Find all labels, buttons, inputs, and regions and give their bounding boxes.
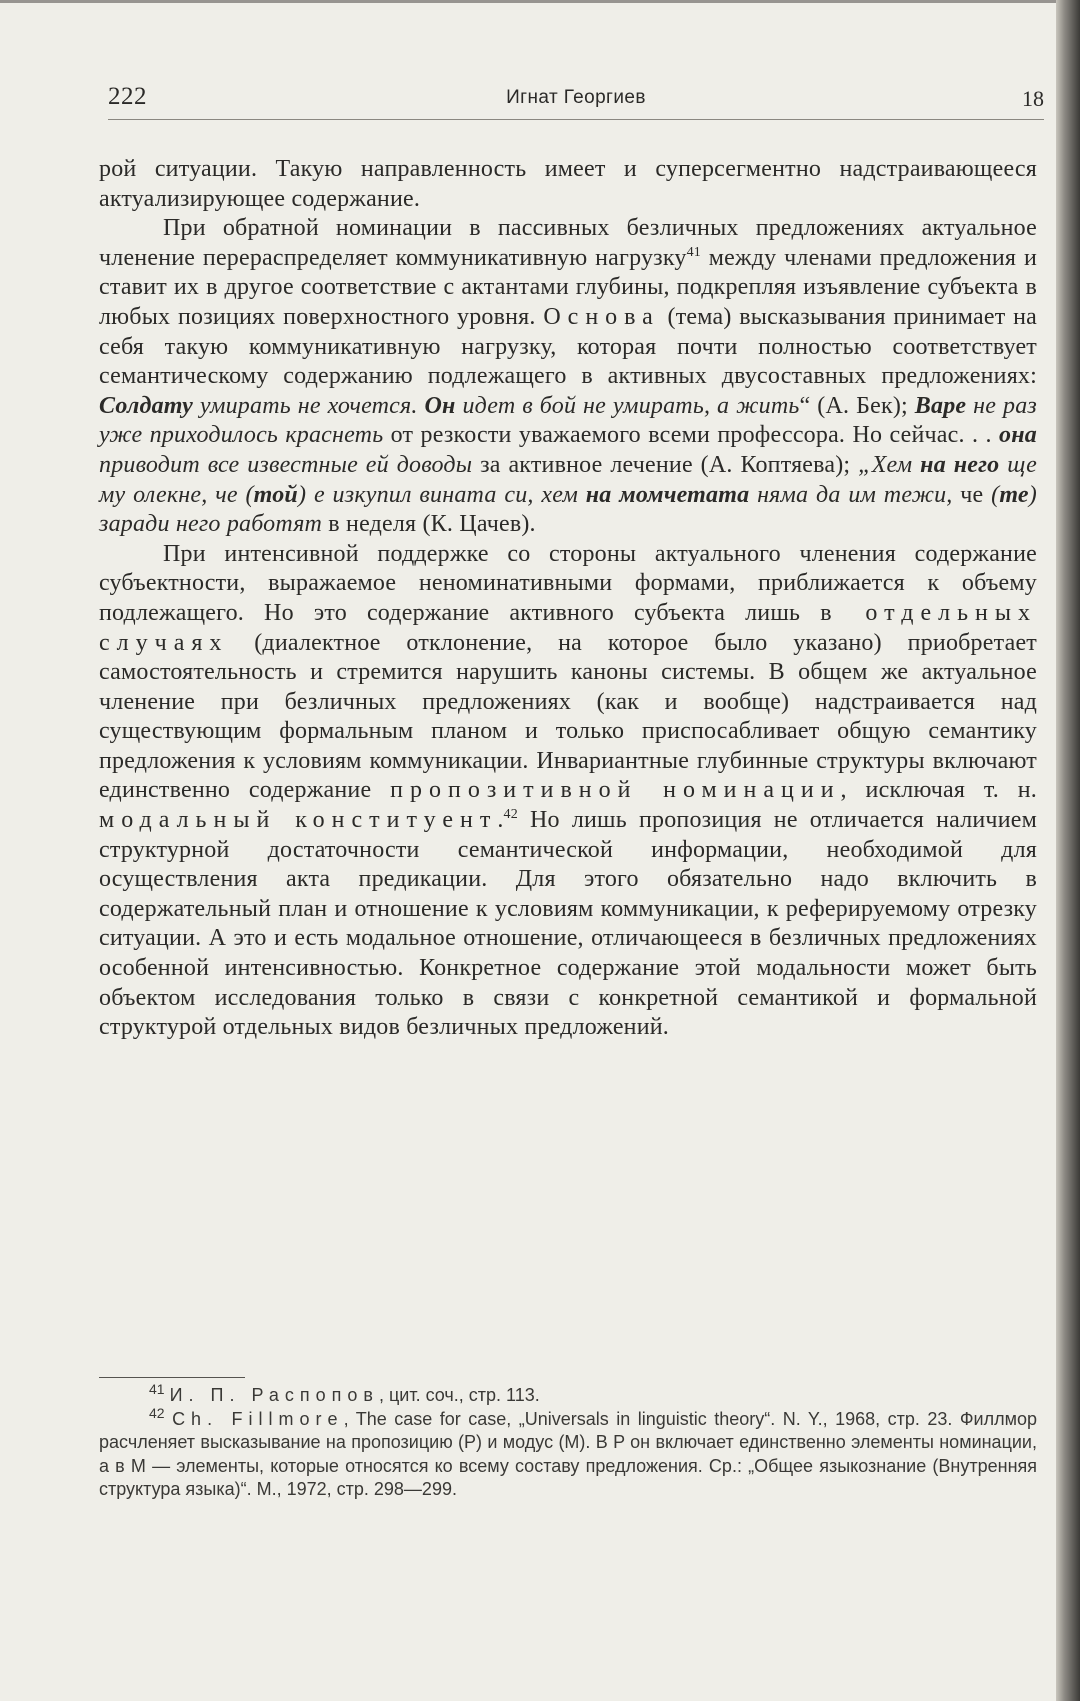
book-binding-edge (1056, 0, 1080, 1701)
footnote-text: , цит. соч., стр. 113. (378, 1385, 540, 1405)
example-text: ) е изкупил вината си, хем (297, 481, 586, 508)
example-subject: на момчетата (585, 481, 750, 508)
example-text: „Хем (858, 451, 921, 478)
spaced-term: Основа (543, 303, 660, 330)
spaced-term: модальный конституент (99, 807, 498, 834)
paragraph-text: рой ситуации. Такую направленность имеет и суперсегментно надстраивающееся актуализирующее содержание. (99, 156, 1037, 212)
example-subject: те (999, 481, 1029, 508)
paragraph-text: от резкости уважаемого всеми профессора. Но сейчас. . . (383, 422, 1000, 449)
spaced-term: пропозитивной номинации (390, 777, 841, 804)
main-text (99, 155, 1037, 1043)
paragraph-text: (диалектное отклонение, на которое было указано) приобретает самостоятельность и стремится нарушить каноны системы. В общем же актуальное членение при безличных предложениях (как и вообще) надстраивается над существующим формальным планом и только приспосабливает общую семантику предложения к условиям коммуникации. Инвариантные глубинные структуры включают единственно содержание (99, 629, 1037, 804)
footnote-separator (99, 1377, 245, 1378)
paragraph-text: При обратной номинации в пассивных безличных предложениях актуальное членение перераспределяет коммуникативную нагрузку (99, 215, 1037, 271)
footnote-42 (99, 1404, 1037, 1502)
paragraph-text: че (952, 481, 992, 508)
example-text: приводит все известные ей доводы (99, 451, 473, 478)
page-number: 222 (108, 83, 147, 110)
example-subject: Варе (914, 392, 967, 419)
example-text: ) заради него работят (99, 481, 1037, 538)
page-header (108, 83, 1044, 113)
example-text: умирать не хочется. (192, 392, 418, 419)
paragraph-text: При интенсивной поддержке со стороны актуального членения содержание субъектности, выражаемое неноминативными формами, приближается к объему подлежащего. Но это содержание активного субъекта лишь (99, 540, 1037, 626)
paragraph-text: между членами предложения и ставит их в другое соответствие с актантами глубины, подкрепляя изъявление субъекта в любых позициях поверхностного уровня. (99, 244, 1037, 330)
header-rule (108, 119, 1044, 120)
paragraph-text: (тема) высказывания принимает на себя такую коммуникативную нагрузку, которая почти полностью соответствует семантическому содержанию подлежащего в активных двусоставных предложениях: (99, 303, 1037, 390)
example-subject: той (253, 481, 298, 508)
top-edge-shadow (0, 0, 1056, 3)
paragraph-2 (99, 214, 1037, 540)
example-subject: Он (417, 392, 456, 419)
footnote-text: , The case for case, „Universals in linguistic theory“. N. Y., 1968, стр. 23. Филлмор расчленяет высказывание на пропозицию (P) и модус (M). В P он включает единственно элементы номинации, а в M — элементы, которые относятся ко всему составу предложения. Ср.: „Общее языкознание (Внутренняя структура языка)“. М., 1972, стр. 298—299. (99, 1408, 1037, 1499)
paragraph-text: Но лишь пропозиция не отличается наличием структурной достаточности семантической информации, необходимой для осуществления акта предикации. Для этого обязательно надо включить в содержательный план и отношение к условиям коммуникации, к реферируемому отрезку ситуации. А это и есть модальное отношение, отличающееся в безличных предложениях особенной интенсивностью. Конкретное содержание этой модальности может быть объектом исследования только в связи с конкретной семантикой и формальной структурой отдельных видов безличных предложений. (99, 807, 1037, 1041)
footnote-ref-41[interactable]: 41 (686, 244, 701, 260)
example-subject: на него (920, 451, 1000, 478)
paragraph-text: за активное лечение (А. Коптяева); (472, 451, 859, 478)
footnote-ref-42[interactable]: 42 (503, 807, 518, 823)
footnote-author: И. П. Распопов (169, 1385, 379, 1405)
example-subject: она (999, 422, 1037, 449)
example-text: идет в бой не умирать, а жить (455, 392, 800, 419)
footnote-number: 42 (149, 1404, 165, 1421)
footnote-41 (99, 1381, 1037, 1408)
example-text: ( (991, 481, 1000, 508)
example-source: “ (А. Бек); (799, 392, 915, 419)
footnote-number: 41 (149, 1381, 165, 1397)
example-text: няма да им тежи, (749, 481, 953, 508)
example-text: не раз уже приходилось краснеть (99, 392, 1037, 449)
paragraph-text: . (497, 807, 504, 834)
spaced-term: в отдельных случаях (99, 599, 1037, 656)
paragraph-1 (99, 155, 1037, 214)
example-subject: Солдату (99, 392, 193, 419)
example-text: ще му олекне, че ( (99, 451, 1038, 508)
footnote-author: Ch. Fillmore (172, 1408, 344, 1429)
paragraph-3 (99, 540, 1037, 1043)
footnotes (99, 1381, 1037, 1502)
signature-mark: 18 (1022, 86, 1044, 111)
paragraph-text: в неделя (К. Цачев). (322, 511, 536, 538)
running-title: Игнат Георгиев (506, 87, 646, 108)
paragraph-text: , исключая т. н. (840, 777, 1038, 804)
